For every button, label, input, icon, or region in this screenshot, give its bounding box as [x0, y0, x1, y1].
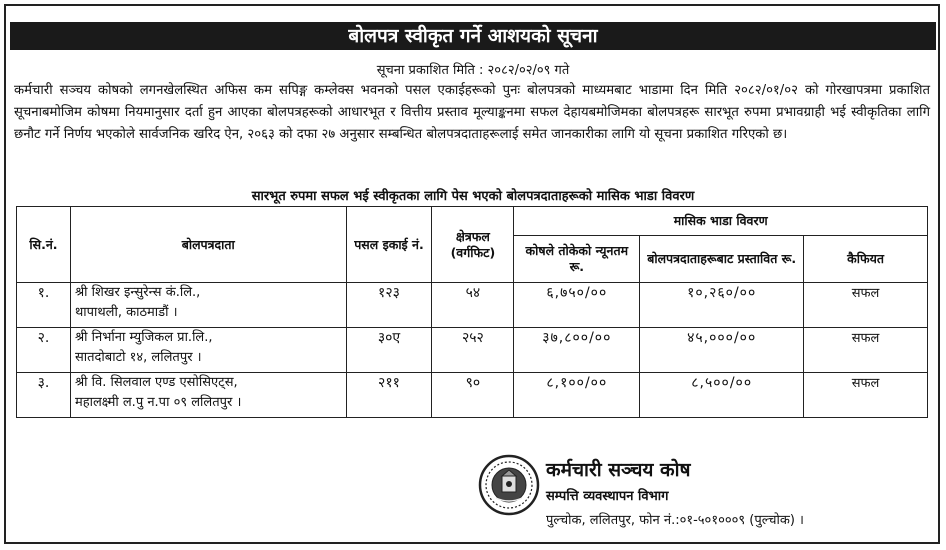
row-min-rent: ३७,८००/००: [514, 328, 640, 373]
row-min-rent: ८,१००/००: [514, 373, 640, 418]
row-unit: ३०ए: [346, 328, 432, 373]
notice-title: बोलपत्र स्वीकृत गर्ने आशयको सूचना: [10, 22, 936, 50]
bidder-name: श्री वि. सिलवाल एण्ड एसोसिएट्स,: [74, 375, 238, 390]
row-bidder: [70, 373, 346, 418]
bidder-address: थापाथली, काठमाडौं ।: [74, 305, 178, 320]
row-area: ५४: [432, 283, 514, 328]
row-unit: १२३: [346, 283, 432, 328]
bidder-address: महालक्ष्मी ल.पु न.पा ०९ ललितपुर ।: [74, 395, 242, 410]
row-bidder: [70, 283, 346, 328]
row-unit: २११: [346, 373, 432, 418]
published-date: सूचना प्रकाशित मिति : २०८२/०२/०९ गते: [376, 63, 570, 78]
emblem-seal-icon: [478, 454, 540, 516]
table-row: [17, 283, 928, 328]
department-name: सम्पत्ति व्यवस्थापन विभाग: [546, 489, 669, 504]
org-address: पुल्चोक, ललितपुर, फोन नं.:०१-५०१०००९ (पुल्चोक) ।: [546, 513, 804, 528]
bidder-name: श्री शिखर इन्सुरेन्स कं.लि.,: [74, 285, 201, 300]
header-monthly-rent: मासिक भाडा विवरण: [514, 207, 928, 236]
row-sn: ३.: [17, 373, 71, 418]
row-area: ९०: [432, 373, 514, 418]
bidder-address: सातदोबाटो १४, ललितपुर ।: [74, 350, 202, 365]
table-heading: सारभूत रुपमा सफल भई स्वीकृतका लागि पेस भएको बोलपत्रदाताहरूको मासिक भाडा विवरण: [251, 189, 695, 204]
header-min-rent: कोषले तोकेको न्यूनतम रू.: [514, 236, 640, 283]
org-name: कर्मचारी सञ्चय कोष: [546, 459, 691, 481]
header-proposed-rent: बोलपत्रदाताहरूबाट प्रस्तावित रू.: [640, 236, 804, 283]
table-row: [17, 328, 928, 373]
header-area: क्षेत्रफल (वर्गफिट): [432, 207, 514, 283]
row-remark: सफल: [804, 283, 928, 328]
row-area: २५२: [432, 328, 514, 373]
row-remark: सफल: [804, 328, 928, 373]
notice-paragraph: कर्मचारी सञ्चय कोषको लगनखेलस्थित अफिस कम सपिङ्ग कम्लेक्स भवनको पसल एकाईहरूको पुनः बोलपत्रको माध्यमबाट भाडामा दिन मिति २०८२/०१/०२ को गोरखापत्रमा प्रकाशित सूचनाबमोजिम कोषमा नियमानुसार दर्ता हुन आएका बोलपत्रहरूको आधारभूत र वित्तीय प्रस्ताव मूल्याङ्कनमा सफल देहायबमोजिमका बोलपत्रहरू सारभूत रुपमा प्रभावग्राही भई स्वीकृतिका लागि छनौट गर्ने निर्णय भएकोले सार्वजनिक खरिद ऐन, २०६३ को दफा २७ अनुसार सम्बन्धित बोलपत्रदाताहरूलाई समेत जानकारीका लागि यो सूचना प्रकाशित गरिएको छ।: [14, 83, 930, 142]
row-sn: २.: [17, 328, 71, 373]
bidder-name: श्री निर्भाना म्युजिकल प्रा.लि.,: [74, 330, 213, 345]
rent-table: [16, 206, 928, 418]
row-proposed-rent: १०,२६०/००: [640, 283, 804, 328]
row-sn: १.: [17, 283, 71, 328]
row-proposed-rent: ४५,०००/००: [640, 328, 804, 373]
row-min-rent: ६,७५०/००: [514, 283, 640, 328]
header-sn: सि.नं.: [17, 207, 71, 283]
header-bidder: बोलपत्रदाता: [70, 207, 346, 283]
header-shop-unit: पसल इकाई नं.: [346, 207, 432, 283]
header-remarks: कैफियत: [804, 236, 928, 283]
row-bidder: [70, 328, 346, 373]
row-remark: सफल: [804, 373, 928, 418]
table-row: [17, 373, 928, 418]
row-proposed-rent: ८,५००/००: [640, 373, 804, 418]
